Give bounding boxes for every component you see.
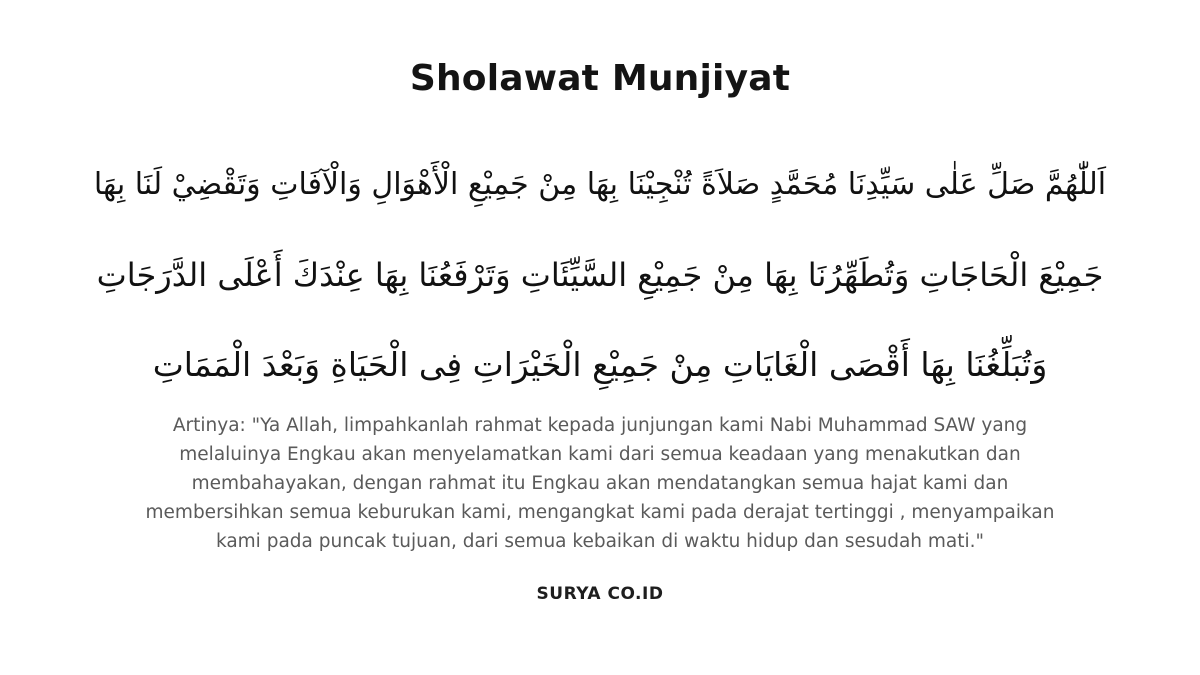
arabic-line-1: اَللّٰهُمَّ صَلِّ عَلٰى سَيِّدِنَا مُحَمَّدٍ صَلاَةً تُنْجِيْنَا بِهَا مِنْ جَمِيْعِ الْأَهْوَالِ وَالْآفَاتِ وَتَقْضِيْ لَنَا بِهَا	[93, 167, 1107, 202]
translation-line-5: kami pada puncak tujuan, dari semua kebaikan di waktu hidup dan sesudah mati."	[215, 531, 985, 552]
translation-line-2: melaluinya Engkau akan menyelamatkan kami dari semua keadaan yang menakutkan dan	[179, 444, 1021, 465]
arabic-line-2: جَمِيْعَ الْحَاجَاتِ وَتُطَهِّرُنَا بِهَا مِنْ جَمِيْعِ السَّيِّئَاتِ وَتَرْفَعُنَا بِهَا عِنْدَكَ أَعْلَى الدَّرَجَاتِ	[96, 256, 1104, 294]
arabic-text-block	[90, 140, 1110, 410]
page-title: Sholawat Munjiyat	[409, 58, 791, 99]
translation-line-3: membahayakan, dengan rahmat itu Engkau akan mendatangkan semua hajat kami dan	[191, 473, 1009, 494]
translation-text	[60, 411, 1140, 556]
source-credit: SURYA CO.ID	[536, 584, 664, 604]
translation-line-1: Artinya: "Ya Allah, limpahkanlah rahmat kepada junjungan kami Nabi Muhammad SAW yang	[172, 415, 1028, 436]
arabic-line-3: وَتُبَلِّغُنَا بِهَا أَقْصَى الْغَايَاتِ مِنْ جَمِيْعِ الْخَيْرَاتِ فِى الْحَيَاةِ وَبَعْدَ الْمَمَاتِ	[152, 345, 1048, 384]
translation-line-4: membersihkan semua keburukan kami, mengangkat kami pada derajat tertinggi , menyampaikan	[145, 502, 1055, 523]
